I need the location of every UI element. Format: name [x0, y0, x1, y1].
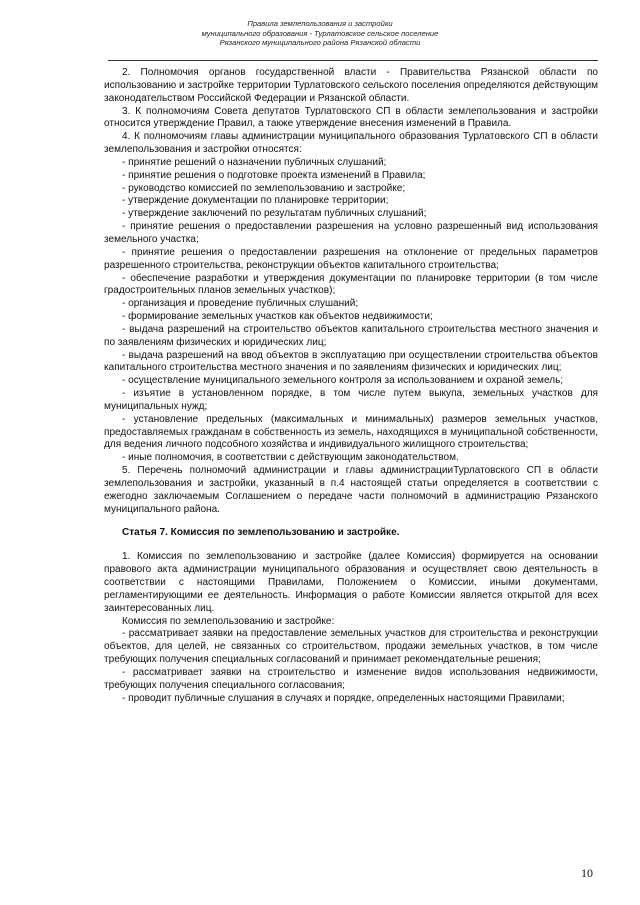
- paragraph: 4. К полномочиям главы администрации муниципального образования Турлатовского СП в области землепользования и застройки относятся:: [104, 131, 598, 156]
- paragraph: - изъятие в установленном порядке, в том числе путем выкупа, земельных участков для муниципальных нужд;: [104, 388, 598, 412]
- paragraph: 2. Полномочия органов государственной власти - Правительства Рязанской области по использованию и застройке территории Турлатовского сельского поселения определяются действующим законодательством Российской Федерации и Рязанской области.: [104, 67, 598, 104]
- paragraph: - проводит публичные слушания в случаях и порядке, определенных настоящими Правилами;: [122, 692, 565, 704]
- header-rule: [108, 60, 598, 61]
- paragraph: - обеспечение разработки и утверждения документации по планировке территории (в том числе градостроительных планов земельных участков);: [104, 272, 598, 297]
- paragraph: - выдача разрешений на ввод объектов в эксплуатацию при осуществлении строительства объектов капитального строительства местного значения и по заявлениям физических и юридических лиц;: [104, 349, 598, 374]
- paragraph: - осуществление муниципального земельного контроля за использованием и охраной земель;: [122, 375, 564, 387]
- paragraph: - принятие решения о подготовке проекта изменений в Правила;: [122, 169, 426, 181]
- paragraph: - рассматривает заявки на строительство и изменение видов использования недвижимости, требующих получения специального согласования;: [104, 666, 598, 691]
- article-heading: Статья 7. Комиссия по землепользованию и застройке.: [122, 526, 400, 538]
- paragraph: - выдача разрешений на строительство объектов капитального строительства местного значения и по заявлениям физических и юридических лиц;: [104, 323, 598, 348]
- paragraph: - утверждение заключений по результатам публичных слушаний;: [122, 208, 427, 220]
- paragraph: - руководство комиссией по землепользованию и застройке;: [122, 182, 406, 194]
- paragraph: - установление предельных (максимальных и минимальных) размеров земельных участков, предоставляемых гражданам в собственность из земель, находящихся в муниципальной собственности, для ведения личного подсобного хозяйства и индивидуального жилищного строительства;: [104, 413, 598, 451]
- running-header: [120, 19, 520, 48]
- paragraph: 3. К полномочиям Совета депутатов Турлатовского СП в области землепользования и застройки относится утверждение Правил, а также утверждение внесения изменений в Правила.: [104, 105, 598, 130]
- paragraph: 5. Перечень полномочий администрации и главы администрацииТурлатовского СП в области землепользования и застройки, указанный в п.4 настоящей статьи определяется в соответствии с ежегодно заключаемым Соглашением о передаче части полномочий в администрацию Рязанского муниципального района.: [104, 465, 598, 515]
- header-line-1: Правила землепользования и застройки: [247, 19, 393, 28]
- paragraph: - организация и проведение публичных слушаний;: [122, 298, 359, 310]
- paragraph: - принятие решений о назначении публичных слушаний;: [122, 156, 387, 168]
- header-line-3: Рязанского муниципального района Рязанской области: [219, 38, 421, 48]
- paragraph: - утверждение документации по планировке территории;: [122, 195, 389, 207]
- paragraph: 1. Комиссия по землепользованию и застройке (далее Комиссия) формируется на основании правового акта администрации муниципального образования и осуществляет свою деятельность в соответствии с настоящими Правилами, Положением о Комиссии, иными документами, регламентирующими ее деятельность. Информация о работе Комиссии является открытой для всех заинтересованных лиц.: [104, 551, 598, 614]
- paragraph: Комиссия по землепользованию и застройке:: [122, 615, 335, 627]
- document-body: [104, 67, 598, 706]
- paragraph: - принятие решения о предоставлении разрешения на отклонение от предельных параметров разрешенного строительства, реконструкции объектов капитального строительства;: [104, 246, 598, 271]
- paragraph: - формирование земельных участков как объектов недвижимости;: [122, 311, 433, 323]
- paragraph: - рассматривает заявки на предоставление земельных участков для строительства и реконструкции объектов, для целей, не связанных со строительством, продажи земельных участков, в том числе требующих получения специальных согласований и принимает рекомендательные решения;: [104, 628, 598, 666]
- paragraph: - принятие решения о предоставлении разрешения на условно разрешенный вид использования земельного участка;: [104, 221, 598, 245]
- paragraph: - иные полномочия, в соответствии с действующим законодательством.: [122, 452, 459, 464]
- page-number: 10: [581, 866, 593, 880]
- header-line-2: муниципального образования - Турлатовское сельское поселение: [201, 28, 439, 38]
